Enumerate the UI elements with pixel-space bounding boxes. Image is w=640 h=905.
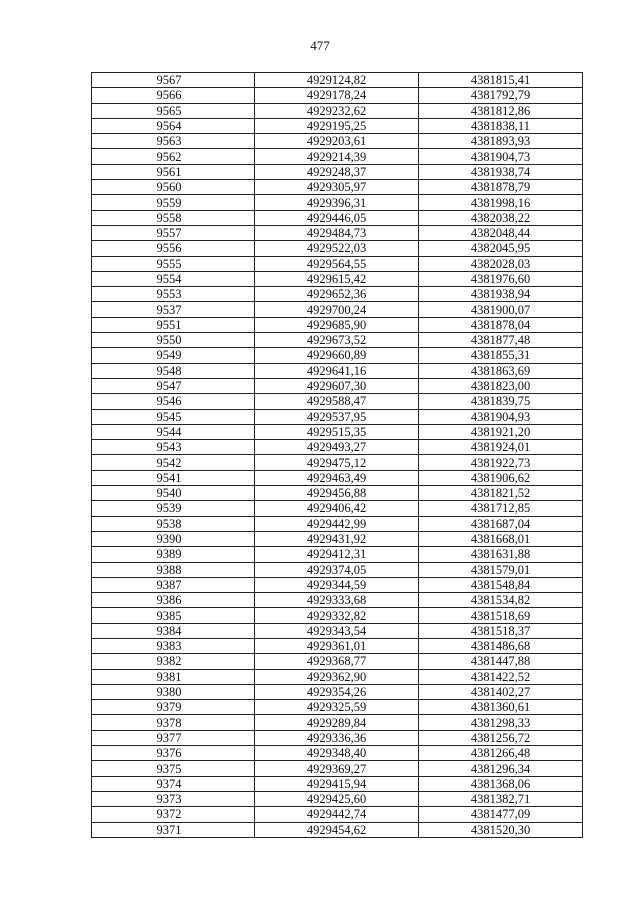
point-number-cell: 9558 — [92, 210, 255, 225]
x-coordinate-cell: 4929442,74 — [255, 807, 419, 822]
y-coordinate-cell: 4381422,52 — [419, 669, 583, 684]
point-number-cell: 9567 — [92, 73, 255, 88]
point-number-cell: 9564 — [92, 118, 255, 133]
point-number-cell: 9566 — [92, 88, 255, 103]
x-coordinate-cell: 4929325,59 — [255, 700, 419, 715]
point-number-cell: 9554 — [92, 271, 255, 286]
y-coordinate-cell: 4382038,22 — [419, 210, 583, 225]
y-coordinate-cell: 4381855,31 — [419, 348, 583, 363]
table-row — [92, 118, 583, 133]
table-row — [92, 195, 583, 210]
table-row — [92, 654, 583, 669]
y-coordinate-cell: 4381382,71 — [419, 791, 583, 806]
table-row — [92, 715, 583, 730]
x-coordinate-cell: 4929195,25 — [255, 118, 419, 133]
point-number-cell: 9541 — [92, 470, 255, 485]
y-coordinate-cell: 4381631,88 — [419, 547, 583, 562]
x-coordinate-cell: 4929369,27 — [255, 761, 419, 776]
point-number-cell: 9376 — [92, 746, 255, 761]
x-coordinate-cell: 4929685,90 — [255, 317, 419, 332]
y-coordinate-cell: 4381812,86 — [419, 103, 583, 118]
x-coordinate-cell: 4929493,27 — [255, 440, 419, 455]
x-coordinate-cell: 4929368,77 — [255, 654, 419, 669]
point-number-cell: 9544 — [92, 424, 255, 439]
table-row — [92, 791, 583, 806]
point-number-cell: 9556 — [92, 241, 255, 256]
point-number-cell: 9373 — [92, 791, 255, 806]
point-number-cell: 9560 — [92, 180, 255, 195]
table-row — [92, 547, 583, 562]
x-coordinate-cell: 4929456,88 — [255, 486, 419, 501]
point-number-cell: 9553 — [92, 287, 255, 302]
point-number-cell: 9548 — [92, 363, 255, 378]
point-number-cell: 9371 — [92, 822, 255, 837]
point-number-cell: 9380 — [92, 684, 255, 699]
table-row — [92, 225, 583, 240]
x-coordinate-cell: 4929454,62 — [255, 822, 419, 837]
y-coordinate-cell: 4381893,93 — [419, 134, 583, 149]
y-coordinate-cell: 4381878,79 — [419, 180, 583, 195]
point-number-cell: 9557 — [92, 225, 255, 240]
table-row — [92, 394, 583, 409]
point-number-cell: 9561 — [92, 164, 255, 179]
table-row — [92, 134, 583, 149]
y-coordinate-cell: 4382048,44 — [419, 225, 583, 240]
x-coordinate-cell: 4929660,89 — [255, 348, 419, 363]
x-coordinate-cell: 4929374,05 — [255, 562, 419, 577]
y-coordinate-cell: 4381687,04 — [419, 516, 583, 531]
coordinates-table-body — [92, 73, 583, 838]
table-row — [92, 700, 583, 715]
y-coordinate-cell: 4381863,69 — [419, 363, 583, 378]
y-coordinate-cell: 4381402,27 — [419, 684, 583, 699]
table-row — [92, 531, 583, 546]
x-coordinate-cell: 4929336,36 — [255, 730, 419, 745]
point-number-cell: 9538 — [92, 516, 255, 531]
point-number-cell: 9546 — [92, 394, 255, 409]
point-number-cell: 9549 — [92, 348, 255, 363]
x-coordinate-cell: 4929442,99 — [255, 516, 419, 531]
point-number-cell: 9384 — [92, 623, 255, 638]
point-number-cell: 9537 — [92, 302, 255, 317]
table-row — [92, 363, 583, 378]
y-coordinate-cell: 4381877,48 — [419, 333, 583, 348]
table-row — [92, 409, 583, 424]
table-row — [92, 608, 583, 623]
x-coordinate-cell: 4929415,94 — [255, 776, 419, 791]
table-row — [92, 256, 583, 271]
x-coordinate-cell: 4929203,61 — [255, 134, 419, 149]
y-coordinate-cell: 4381256,72 — [419, 730, 583, 745]
y-coordinate-cell: 4381368,06 — [419, 776, 583, 791]
y-coordinate-cell: 4381792,79 — [419, 88, 583, 103]
table-row — [92, 271, 583, 286]
point-number-cell: 9545 — [92, 409, 255, 424]
table-row — [92, 776, 583, 791]
point-number-cell: 9551 — [92, 317, 255, 332]
y-coordinate-cell: 4381838,11 — [419, 118, 583, 133]
y-coordinate-cell: 4381486,68 — [419, 638, 583, 653]
table-row — [92, 486, 583, 501]
point-number-cell: 9565 — [92, 103, 255, 118]
x-coordinate-cell: 4929248,37 — [255, 164, 419, 179]
y-coordinate-cell: 4381938,94 — [419, 287, 583, 302]
x-coordinate-cell: 4929588,47 — [255, 394, 419, 409]
table-row — [92, 287, 583, 302]
y-coordinate-cell: 4381922,73 — [419, 455, 583, 470]
table-row — [92, 470, 583, 485]
point-number-cell: 9550 — [92, 333, 255, 348]
point-number-cell: 9378 — [92, 715, 255, 730]
table-row — [92, 730, 583, 745]
table-row — [92, 164, 583, 179]
x-coordinate-cell: 4929124,82 — [255, 73, 419, 88]
table-row — [92, 746, 583, 761]
x-coordinate-cell: 4929431,92 — [255, 531, 419, 546]
y-coordinate-cell: 4381360,61 — [419, 700, 583, 715]
x-coordinate-cell: 4929232,62 — [255, 103, 419, 118]
y-coordinate-cell: 4381821,52 — [419, 486, 583, 501]
table-row — [92, 501, 583, 516]
y-coordinate-cell: 4381298,33 — [419, 715, 583, 730]
table-row — [92, 807, 583, 822]
y-coordinate-cell: 4382028,03 — [419, 256, 583, 271]
x-coordinate-cell: 4929673,52 — [255, 333, 419, 348]
table-row — [92, 149, 583, 164]
point-number-cell: 9372 — [92, 807, 255, 822]
point-number-cell: 9563 — [92, 134, 255, 149]
point-number-cell: 9559 — [92, 195, 255, 210]
y-coordinate-cell: 4381839,75 — [419, 394, 583, 409]
x-coordinate-cell: 4929463,49 — [255, 470, 419, 485]
y-coordinate-cell: 4381904,73 — [419, 149, 583, 164]
x-coordinate-cell: 4929289,84 — [255, 715, 419, 730]
table-row — [92, 302, 583, 317]
point-number-cell: 9542 — [92, 455, 255, 470]
point-number-cell: 9555 — [92, 256, 255, 271]
table-row — [92, 73, 583, 88]
table-row — [92, 669, 583, 684]
coordinates-table — [91, 72, 583, 838]
x-coordinate-cell: 4929564,55 — [255, 256, 419, 271]
x-coordinate-cell: 4929515,35 — [255, 424, 419, 439]
x-coordinate-cell: 4929522,03 — [255, 241, 419, 256]
x-coordinate-cell: 4929641,16 — [255, 363, 419, 378]
point-number-cell: 9387 — [92, 577, 255, 592]
x-coordinate-cell: 4929344,59 — [255, 577, 419, 592]
table-row — [92, 348, 583, 363]
point-number-cell: 9379 — [92, 700, 255, 715]
point-number-cell: 9386 — [92, 593, 255, 608]
point-number-cell: 9539 — [92, 501, 255, 516]
x-coordinate-cell: 4929348,40 — [255, 746, 419, 761]
table-row — [92, 638, 583, 653]
y-coordinate-cell: 4381520,30 — [419, 822, 583, 837]
point-number-cell: 9540 — [92, 486, 255, 501]
x-coordinate-cell: 4929343,54 — [255, 623, 419, 638]
y-coordinate-cell: 4381921,20 — [419, 424, 583, 439]
table-row — [92, 440, 583, 455]
x-coordinate-cell: 4929214,39 — [255, 149, 419, 164]
point-number-cell: 9382 — [92, 654, 255, 669]
table-row — [92, 88, 583, 103]
table-row — [92, 180, 583, 195]
table-row — [92, 562, 583, 577]
x-coordinate-cell: 4929700,24 — [255, 302, 419, 317]
table-row — [92, 241, 583, 256]
table-row — [92, 684, 583, 699]
page-number: 477 — [310, 38, 330, 53]
y-coordinate-cell: 4381579,01 — [419, 562, 583, 577]
table-row — [92, 516, 583, 531]
table-row — [92, 822, 583, 837]
y-coordinate-cell: 4381906,62 — [419, 470, 583, 485]
table-row — [92, 593, 583, 608]
table-row — [92, 103, 583, 118]
point-number-cell: 9374 — [92, 776, 255, 791]
y-coordinate-cell: 4381534,82 — [419, 593, 583, 608]
y-coordinate-cell: 4381712,85 — [419, 501, 583, 516]
x-coordinate-cell: 4929354,26 — [255, 684, 419, 699]
y-coordinate-cell: 4381815,41 — [419, 73, 583, 88]
point-number-cell: 9388 — [92, 562, 255, 577]
y-coordinate-cell: 4381266,48 — [419, 746, 583, 761]
point-number-cell: 9377 — [92, 730, 255, 745]
y-coordinate-cell: 4381296,34 — [419, 761, 583, 776]
x-coordinate-cell: 4929607,30 — [255, 378, 419, 393]
y-coordinate-cell: 4381518,69 — [419, 608, 583, 623]
x-coordinate-cell: 4929305,97 — [255, 180, 419, 195]
table-row — [92, 623, 583, 638]
x-coordinate-cell: 4929652,36 — [255, 287, 419, 302]
y-coordinate-cell: 4381924,01 — [419, 440, 583, 455]
x-coordinate-cell: 4929178,24 — [255, 88, 419, 103]
table-row — [92, 210, 583, 225]
table-row — [92, 333, 583, 348]
table-row — [92, 317, 583, 332]
x-coordinate-cell: 4929484,73 — [255, 225, 419, 240]
x-coordinate-cell: 4929396,31 — [255, 195, 419, 210]
x-coordinate-cell: 4929537,95 — [255, 409, 419, 424]
point-number-cell: 9381 — [92, 669, 255, 684]
point-number-cell: 9389 — [92, 547, 255, 562]
x-coordinate-cell: 4929406,42 — [255, 501, 419, 516]
point-number-cell: 9543 — [92, 440, 255, 455]
y-coordinate-cell: 4381904,93 — [419, 409, 583, 424]
x-coordinate-cell: 4929615,42 — [255, 271, 419, 286]
y-coordinate-cell: 4381548,84 — [419, 577, 583, 592]
table-row — [92, 577, 583, 592]
table-row — [92, 424, 583, 439]
x-coordinate-cell: 4929362,90 — [255, 669, 419, 684]
point-number-cell: 9562 — [92, 149, 255, 164]
y-coordinate-cell: 4381998,16 — [419, 195, 583, 210]
table-row — [92, 378, 583, 393]
point-number-cell: 9390 — [92, 531, 255, 546]
y-coordinate-cell: 4381976,60 — [419, 271, 583, 286]
x-coordinate-cell: 4929361,01 — [255, 638, 419, 653]
y-coordinate-cell: 4381938,74 — [419, 164, 583, 179]
y-coordinate-cell: 4381447,88 — [419, 654, 583, 669]
y-coordinate-cell: 4381900,07 — [419, 302, 583, 317]
y-coordinate-cell: 4382045,95 — [419, 241, 583, 256]
table-row — [92, 761, 583, 776]
x-coordinate-cell: 4929412,31 — [255, 547, 419, 562]
x-coordinate-cell: 4929332,82 — [255, 608, 419, 623]
point-number-cell: 9375 — [92, 761, 255, 776]
point-number-cell: 9547 — [92, 378, 255, 393]
y-coordinate-cell: 4381477,09 — [419, 807, 583, 822]
point-number-cell: 9385 — [92, 608, 255, 623]
point-number-cell: 9383 — [92, 638, 255, 653]
x-coordinate-cell: 4929425,60 — [255, 791, 419, 806]
y-coordinate-cell: 4381668,01 — [419, 531, 583, 546]
y-coordinate-cell: 4381878,04 — [419, 317, 583, 332]
x-coordinate-cell: 4929333,68 — [255, 593, 419, 608]
x-coordinate-cell: 4929446,05 — [255, 210, 419, 225]
y-coordinate-cell: 4381518,37 — [419, 623, 583, 638]
table-row — [92, 455, 583, 470]
x-coordinate-cell: 4929475,12 — [255, 455, 419, 470]
y-coordinate-cell: 4381823,00 — [419, 378, 583, 393]
